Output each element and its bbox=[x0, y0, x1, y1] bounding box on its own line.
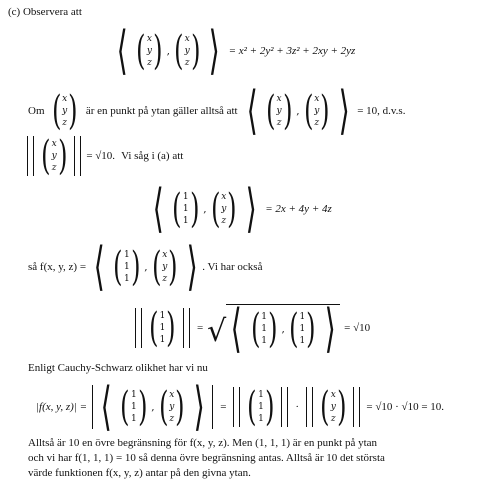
conclusion-line-2: och vi har f(1, 1, 1) = 10 så denna övre begränsning antas. Alltså är 10 det största bbox=[28, 452, 385, 464]
vector-xyz: ( x y z ) bbox=[174, 28, 201, 74]
line-cauchy-schwarz: Enligt Cauchy-Schwarz olikhet har vi nu bbox=[28, 362, 208, 374]
equation-cauchy-schwarz-bound: |f(x, y, z)| = ⟨ ( 1 1 1 ) , ( x y z ) ⟩ = ( 1 1 1 ) · ( x y z ) = √10 · √10 = 10. bbox=[36, 377, 445, 437]
vector-ones: ( 1 1 1 ) bbox=[120, 384, 148, 430]
vector-xyz: ( x y z ) bbox=[51, 88, 78, 134]
vector-xyz: ( x y z ) bbox=[151, 244, 178, 290]
equation-linear-form: ⟨ ( 1 1 1 ) , ( x y z ) ⟩ = 2x + 4y + 4z bbox=[152, 179, 332, 239]
vector-ones: ( 1 1 1 ) bbox=[113, 244, 141, 290]
conclusion-paragraph bbox=[28, 436, 385, 481]
line-f-definition: så f(x, y, z) = ⟨ ( 1 1 1 ) , ( x y z ) ⟩ . Vi har också bbox=[28, 237, 263, 297]
vector-ones: ( 1 1 1 ) bbox=[172, 186, 200, 232]
vector-xyz: ( x y z ) bbox=[210, 186, 237, 232]
vector-xyz: ( x y z ) bbox=[266, 88, 293, 134]
vector-xyz: ( x y z ) bbox=[136, 28, 163, 74]
vector-ones: ( 1 1 1 ) bbox=[149, 305, 176, 351]
conclusion-line-1: Alltså är 10 en övre begränsning för f(x, y, z). Men (1, 1, 1) är en punkt på ytan bbox=[28, 437, 378, 449]
equation-inner-product-expansion: ⟨ ( x y z ) , ( x y z ) ⟩ = x² + 2y² + 3z² + 2xy + 2yz bbox=[116, 21, 356, 81]
line-norm-sqrt10: ( x y z ) = √10. Vi såg i (a) att bbox=[24, 136, 183, 176]
line-point-on-surface: Om ( x y z ) är en punkt på ytan gäller alltså att ⟨ ( x y z ) , ( x y z ) ⟩ = 10, d.v.s. bbox=[28, 81, 406, 141]
eq1-rhs: = x² + 2y² + 3z² + 2xy + 2yz bbox=[228, 45, 356, 57]
vector-xyz: ( x y z ) bbox=[41, 133, 68, 179]
vector-ones: ( 1 1 1 ) bbox=[250, 306, 278, 352]
conclusion-line-3: värde funktionen f(x, y, z) antar på den givna ytan. bbox=[28, 467, 251, 479]
equation-norm-ones: ( 1 1 1 ) = √ ⟨ ( 1 1 1 ) , ( 1 1 1 ) ⟩ = √10 bbox=[132, 304, 370, 352]
vector-ones: ( 1 1 1 ) bbox=[289, 306, 316, 352]
part-label: (c) Observera att bbox=[8, 6, 82, 18]
vector-ones: ( 1 1 1 ) bbox=[247, 384, 275, 430]
sqrt-expression: √ ⟨ ( 1 1 1 ) , ( 1 1 1 ) ⟩ bbox=[207, 304, 340, 352]
vector-xyz: ( x y z ) bbox=[303, 88, 330, 134]
vector-xyz: ( x y z ) bbox=[158, 384, 185, 430]
vector-xyz: ( x y z ) bbox=[320, 384, 347, 430]
